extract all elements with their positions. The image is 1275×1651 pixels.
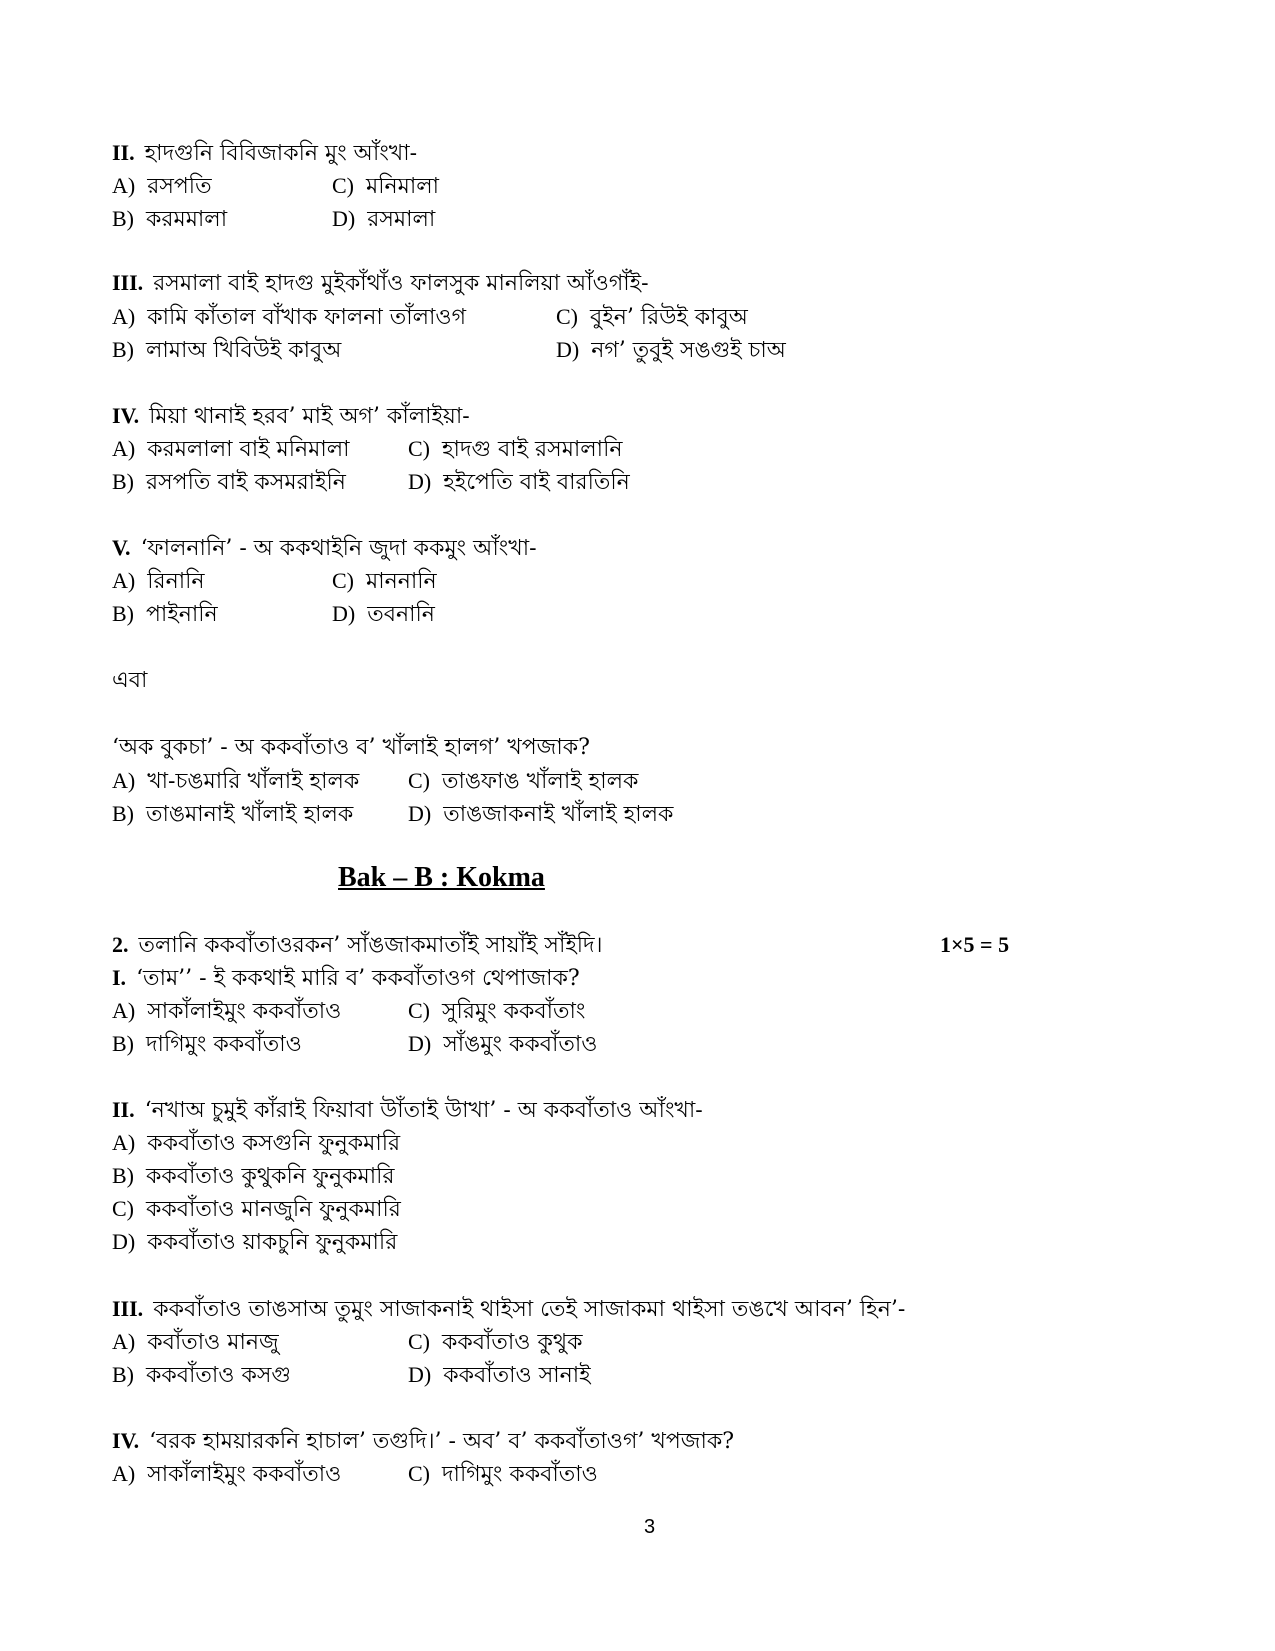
option-a[interactable]: A) কবাঁতাও মানজু — [112, 1329, 279, 1355]
question-text: ককবাঁতাও তাঙসাঅ তুমুং সাজাকনাই থাইসা তেই সাজাকমা থাইসা তঙখে আবন’ হিন’- — [153, 1297, 906, 1322]
option-a[interactable]: A) করমলালা বাই মনিমালা — [112, 436, 350, 462]
option-a[interactable]: A) কামি কাঁতাল বাঁখাক ফালনা তাঁলাওগ — [112, 304, 466, 330]
option-a[interactable]: A) রসপতি — [112, 173, 212, 199]
option-c[interactable]: C) মাননানি — [332, 568, 437, 594]
option-c[interactable]: C) সুরিমুং ককবাঁতাং — [408, 998, 586, 1024]
option-b[interactable]: B) রসপতি বাই কসমরাইনি — [112, 469, 346, 495]
question-text: ‘অক বুকচা’ - অ ককবাঁতাও ব’ খাঁলাই হালগ’ খপজাক? — [112, 735, 590, 760]
question-text: হাদগুনি বিবিজাকনি মুং আঁংখা- — [144, 141, 418, 166]
option-a[interactable]: A) সাকাঁলাইমুং ককবাঁতাও — [112, 998, 342, 1024]
question-number: II. — [112, 140, 135, 165]
option-b[interactable]: B) লামাঅ খিবিউই কাবুঅ — [112, 337, 342, 363]
option-b[interactable]: B) পাইনানি — [112, 601, 218, 627]
option-d[interactable]: D) নগ’ তুবুই সঙগুই চাঅ — [556, 337, 786, 363]
option-a[interactable]: A) সাকাঁলাইমুং ককবাঁতাও — [112, 1461, 342, 1487]
question-text: ‘নখাঅ চুমুই কাঁরাই ফিয়াবা উাঁতাই উাখা’ - অ ককবাঁতাও আঁংখা- — [144, 1098, 703, 1123]
question-1-2 — [112, 140, 417, 167]
option-d[interactable]: D) সাঁঙমুং ককবাঁতাও — [408, 1031, 598, 1057]
question-2-1 — [112, 965, 580, 992]
option-c[interactable]: C) মনিমালা — [332, 173, 440, 199]
question-number: V. — [112, 535, 131, 560]
question-text: রসমালা বাই হাদগু মুইকাঁথাঁও ফালসুক মানলিয়া আঁওগাঁই- — [153, 271, 649, 296]
question-number: III. — [112, 1296, 144, 1321]
question-number: IV. — [112, 1428, 140, 1453]
or-divider: এবা — [112, 668, 148, 693]
option-b[interactable]: B) দাগিমুং ককবাঁতাও — [112, 1031, 302, 1057]
option-a[interactable]: A) রিনানি — [112, 568, 205, 594]
question-text: ‘বরক হাময়ারকনি হাচাল’ তগুদি।’ - অব’ ব’ ককবাঁতাওগ’ খপজাক? — [149, 1429, 735, 1454]
option-d[interactable]: D) ককবাঁতাও য়াকচুনি ফুনুকমারি — [112, 1229, 398, 1255]
option-b[interactable]: B) ককবাঁতাও কসগু — [112, 1362, 291, 1388]
section-heading: Bak – B : Kokma — [338, 862, 545, 893]
question-text: ‘তাম’’ - ই ককথাই মারি ব’ ককবাঁতাওগ থেপাজাক? — [136, 966, 580, 991]
question-number: 2. — [112, 932, 129, 957]
question-number: III. — [112, 270, 144, 295]
question-text: মিয়া থানাই হরব’ মাই অগ’ কাঁলাইয়া- — [149, 404, 470, 429]
question-1-4 — [112, 403, 470, 430]
question-text: তলানি ককবাঁতাওরকন’ সাঁঙজাকমাতাঁই সায়াঁই সাঁইদি। — [138, 933, 603, 958]
question-2 — [112, 932, 602, 959]
option-a[interactable]: A) ককবাঁতাও কসগুনি ফুনুকমারি — [112, 1130, 401, 1156]
question-2-2 — [112, 1097, 703, 1124]
option-c[interactable]: C) ককবাঁতাও মানজুনি ফুনুকমারি — [112, 1196, 401, 1222]
question-text: ‘ফালনানি’ - অ ককথাইনি জুদা ককমুং আঁংখা- — [140, 536, 537, 561]
question-1-3 — [112, 270, 649, 297]
question-number: II. — [112, 1097, 135, 1122]
option-d[interactable]: D) রসমালা — [332, 206, 436, 232]
option-c[interactable]: C) হাদগু বাই রসমালানি — [408, 436, 623, 462]
option-c[interactable]: C) ককবাঁতাও কুথুক — [408, 1329, 583, 1355]
page-number: 3 — [644, 1516, 656, 1538]
option-d[interactable]: D) তবনানি — [332, 601, 435, 627]
option-b[interactable]: B) ককবাঁতাও কুথুকনি ফুনুকমারি — [112, 1163, 395, 1189]
option-b[interactable]: B) করমমালা — [112, 206, 228, 232]
option-c[interactable]: C) বুইন’ রিউই কাবুঅ — [556, 304, 748, 330]
option-c[interactable]: C) দাগিমুং ককবাঁতাও — [408, 1461, 598, 1487]
question-1-alt — [112, 735, 590, 761]
option-d[interactable]: D) হইপেতি বাই বারতিনি — [408, 469, 630, 495]
question-number: IV. — [112, 403, 140, 428]
question-number: I. — [112, 965, 127, 990]
question-1-5 — [112, 535, 537, 562]
question-2-4 — [112, 1428, 734, 1455]
marks-label: 1×5 = 5 — [940, 932, 1010, 957]
question-2-3 — [112, 1296, 905, 1323]
option-a[interactable]: A) খা-চঙমারি খাঁলাই হালক — [112, 768, 360, 794]
option-b[interactable]: B) তাঙমানাই খাঁলাই হালক — [112, 801, 354, 827]
option-d[interactable]: D) ককবাঁতাও সানাই — [408, 1362, 591, 1388]
option-c[interactable]: C) তাঙফাঙ খাঁলাই হালক — [408, 768, 639, 794]
option-d[interactable]: D) তাঙজাকনাই খাঁলাই হালক — [408, 801, 674, 827]
